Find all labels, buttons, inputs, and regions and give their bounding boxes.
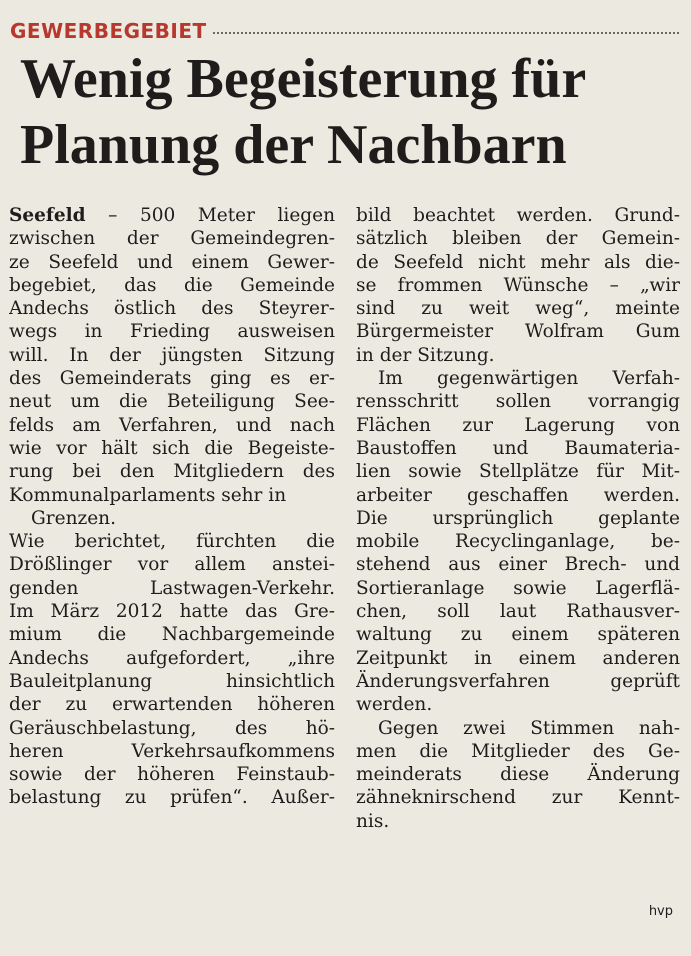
article-line: der zu erwartenden höheren (9, 694, 335, 716)
article-line: arbeiter geschaffen werden. (356, 484, 680, 506)
article-line-text: – 500 Meter liegen (85, 205, 335, 226)
article-column-left (9, 204, 335, 810)
article-line: neut um die Beteiligung See- (9, 391, 335, 413)
article-line: des Gemeinderats ging es er- (9, 368, 335, 390)
article-line: Flächen zur Lagerung von (356, 414, 680, 436)
article-line: bild beachtet werden. Grund- (356, 205, 680, 226)
article-line: Drößlinger vor allem anstei- (9, 554, 335, 576)
article-line: se frommen Wünsche – „wir (356, 274, 680, 296)
article-line: Sortieranlage sowie Lagerflä- (356, 577, 680, 599)
article-line: Gegen zwei Stimmen nah- (378, 717, 680, 739)
section-kicker: GEWERBEGEBIET (10, 19, 207, 43)
article-line: Zeitpunkt in einem anderen (356, 647, 680, 669)
article-line: waltung zu einem späteren (356, 624, 680, 646)
article-column-right (356, 204, 680, 833)
article-line (9, 204, 335, 227)
article-line: mobile Recyclinganlage, be- (356, 531, 680, 553)
article-line: mium die Nachbargemeinde (9, 624, 335, 646)
article-line: rung bei den Mitgliedern des (9, 461, 335, 483)
article-line: lien sowie Stellplätze für Mit- (356, 461, 680, 483)
article-line: will. In der jüngsten Sitzung (9, 344, 335, 366)
article-line: belastung zu prüfen“. Außer- (9, 787, 335, 809)
article-line: Kommunalparlaments sehr in (9, 484, 287, 506)
article-line: Die ursprünglich geplante (356, 507, 680, 529)
article-line: Änderungsverfahren geprüft (356, 670, 680, 692)
article-line: sind zu weit weg“, meinte (356, 298, 680, 320)
article-line: begebiet, das die Gemeinde (9, 274, 335, 296)
article-line: rensschritt sollen vorrangig (356, 391, 680, 413)
article-line: Geräuschbelastung, des hö- (9, 717, 335, 739)
article-line: ze Seefeld und einem Gewer- (9, 251, 335, 273)
article-line: werden. (356, 694, 433, 716)
article-line: chen, soll laut Rathausver- (356, 601, 680, 623)
article-line: wegs in Frieding ausweisen (9, 321, 335, 343)
article-line: Im gegenwärtigen Verfah- (378, 368, 680, 390)
bleed-through-text (250, 0, 681, 16)
article-line: sätzlich bleiben der Gemein- (356, 228, 680, 250)
article-line: stehend aus einer Brech- und (356, 554, 680, 576)
article-line: zähneknirschend zur Kennt- (356, 787, 680, 809)
article-line: wie vor hält sich die Begeiste- (9, 437, 335, 459)
article-line: nis. (356, 810, 390, 832)
article-line: in der Sitzung. (356, 344, 495, 366)
article-line: heren Verkehrsaufkommens (9, 740, 335, 762)
article-line: felds am Verfahren, und nach (9, 414, 335, 436)
dotted-rule (213, 32, 679, 34)
article-line: de Seefeld nicht mehr als die- (356, 251, 680, 273)
article-headline: Wenig Begeisterung für Planung der Nachbarn (20, 48, 586, 176)
article-line: meinderats diese Änderung (356, 764, 680, 786)
article-line: men die Mitglieder des Ge- (356, 740, 680, 762)
article-line: Andechs östlich des Steyrer- (9, 298, 335, 320)
author-initials: hvp (648, 904, 673, 919)
article-line: Andechs aufgefordert, „ihre (9, 647, 335, 669)
article-line: genden Lastwagen-Verkehr. (9, 577, 335, 599)
article-line: Im März 2012 hatte das Gre- (9, 601, 335, 623)
article-line: Wie berichtet, fürchten die (9, 531, 335, 553)
article-line: Bürgermeister Wolfram Gum (356, 321, 680, 343)
article-line: Baustoffen und Baumateria- (356, 437, 680, 459)
article-line: Bauleitplanung hinsichtlich (9, 670, 335, 692)
article-line: zwischen der Gemeindegren- (9, 228, 335, 250)
dateline: Seefeld (9, 205, 86, 226)
article-line: sowie der höheren Feinstaub- (9, 764, 335, 786)
section-header (10, 18, 679, 44)
article-line: Grenzen. (31, 507, 116, 529)
